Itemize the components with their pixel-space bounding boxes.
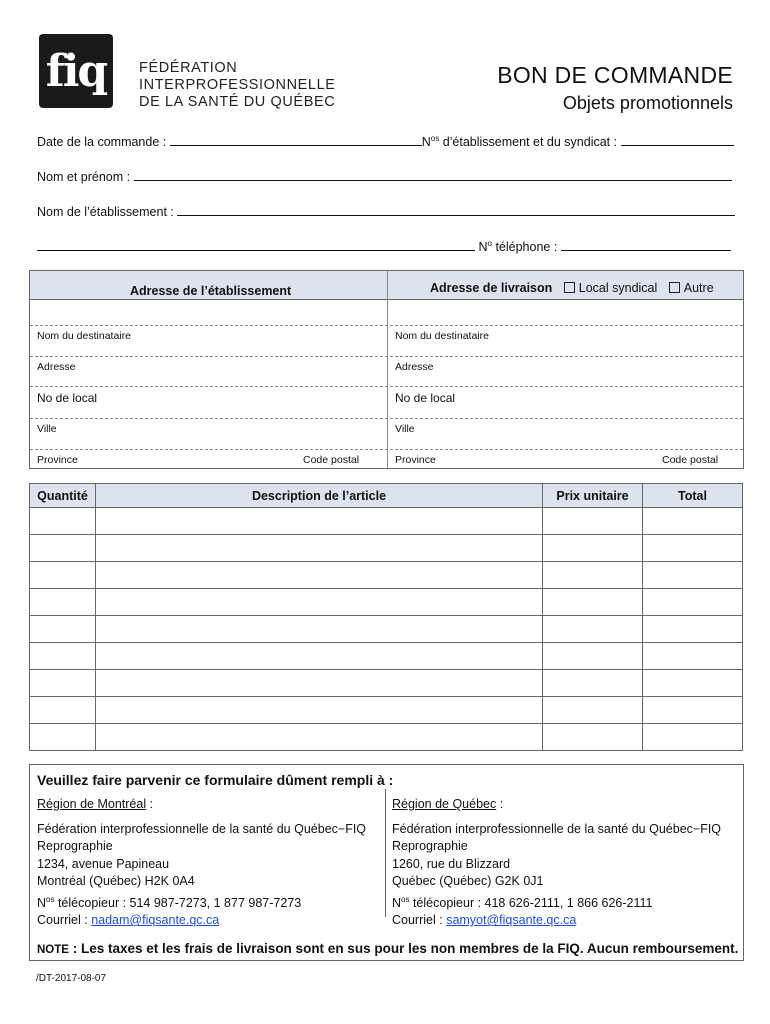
local-syndical-label: Local syndical xyxy=(578,281,658,295)
quantity-cell[interactable] xyxy=(30,589,96,616)
quantity-cell[interactable] xyxy=(30,562,96,589)
autre-label: Autre xyxy=(683,281,714,295)
unit-price-cell[interactable] xyxy=(543,616,643,643)
description-cell[interactable] xyxy=(96,562,543,589)
quebec-fax-sup: os xyxy=(401,894,410,904)
order-date-field[interactable] xyxy=(37,133,734,149)
unit-price-cell[interactable] xyxy=(543,508,643,535)
description-cell[interactable] xyxy=(96,643,543,670)
quantity-cell[interactable] xyxy=(30,508,96,535)
description-cell[interactable] xyxy=(96,697,543,724)
quantity-cell[interactable] xyxy=(30,616,96,643)
montreal-region-line xyxy=(37,796,366,814)
establishment-address-header: Adresse de l’établissement xyxy=(130,284,292,298)
total-cell[interactable] xyxy=(643,589,743,616)
note-label: NOTE xyxy=(37,944,69,956)
logo-text: fiq xyxy=(45,45,107,97)
send-to-heading: Veuillez faire parvenir ce formulaire dûment rempli à : xyxy=(37,772,394,788)
fiq-logo xyxy=(39,34,113,108)
montreal-dept: Reprographie xyxy=(37,839,113,853)
right-local-number[interactable]: No de local xyxy=(395,391,456,405)
etab-number-label: d’établissement et du syndicat : xyxy=(439,135,618,149)
total-cell[interactable] xyxy=(643,535,743,562)
montreal-region: Région de Montréal xyxy=(37,797,147,811)
description-cell[interactable] xyxy=(96,508,543,535)
description-cell[interactable] xyxy=(96,616,543,643)
quantity-cell[interactable] xyxy=(30,724,96,751)
phone-field[interactable] xyxy=(37,238,731,254)
order-date-line[interactable] xyxy=(170,133,422,146)
etab-label-sup: os xyxy=(430,133,440,143)
org-line-3: DE LA SANTÉ DU QUÉBEC xyxy=(139,94,336,110)
right-recipient-name[interactable]: Nom du destinataire xyxy=(395,330,489,342)
quebec-fax xyxy=(392,891,721,913)
autre-checkbox[interactable] xyxy=(669,282,680,293)
table-row xyxy=(30,670,743,697)
document-code: /DT-2017-08-07 xyxy=(36,973,107,984)
establishment-line[interactable] xyxy=(177,203,735,216)
quebec-region: Région de Québec xyxy=(392,797,497,811)
local-syndical-checkbox[interactable] xyxy=(564,282,575,293)
total-cell[interactable] xyxy=(643,508,743,535)
table-row xyxy=(30,508,743,535)
unit-price-cell[interactable] xyxy=(543,589,643,616)
org-line-1: FÉDÉRATION xyxy=(139,60,238,76)
montreal-fax-sup: os xyxy=(46,894,55,904)
left-postal-code[interactable]: Code postal xyxy=(303,454,360,466)
montreal-org: Fédération interprofessionnelle de la santé du Québec−FIQ xyxy=(37,821,367,836)
establishment-label: Nom de l’établissement : xyxy=(37,205,174,219)
address-divider xyxy=(387,271,388,468)
left-address[interactable]: Adresse xyxy=(37,361,76,373)
unit-price-cell[interactable] xyxy=(543,724,643,751)
full-name-field[interactable] xyxy=(37,168,732,184)
quebec-email-link[interactable]: samyot@fiqsante.qc.ca xyxy=(446,913,577,928)
quebec-address xyxy=(392,796,721,930)
establishment-field[interactable] xyxy=(37,203,735,219)
items-table xyxy=(29,483,743,751)
quantity-cell[interactable] xyxy=(30,697,96,724)
table-row xyxy=(30,697,743,724)
left-city[interactable]: Ville xyxy=(37,423,57,435)
note-text: : Les taxes et les frais de livraison sont en sus pour les non membres de la FIQ. Aucun remboursement. xyxy=(68,941,739,956)
table-row xyxy=(30,562,743,589)
address-table xyxy=(29,270,744,469)
quebec-street: 1260, rue du Blizzard xyxy=(392,856,511,871)
left-local-number[interactable]: No de local xyxy=(37,391,98,405)
left-recipient-name[interactable]: Nom du destinataire xyxy=(37,330,131,342)
montreal-email-line xyxy=(37,912,366,930)
address-row-divider xyxy=(30,325,743,326)
description-cell[interactable] xyxy=(96,670,543,697)
montreal-email-link[interactable]: nadam@fiqsante.qc.ca xyxy=(91,913,220,928)
etab-label-n: N xyxy=(421,135,431,149)
document-subtitle: Objets promotionnels xyxy=(562,93,733,113)
address-row-divider xyxy=(30,356,743,357)
right-address[interactable]: Adresse xyxy=(395,361,434,373)
quantity-cell[interactable] xyxy=(30,643,96,670)
quantity-cell[interactable] xyxy=(30,535,96,562)
address-row-divider xyxy=(30,418,743,419)
quebec-email-line xyxy=(392,912,721,930)
description-header: Description de l’article xyxy=(96,484,543,508)
quebec-dept: Reprographie xyxy=(392,839,468,853)
organization-name xyxy=(139,60,336,111)
quebec-region-line xyxy=(392,796,721,814)
table-row xyxy=(30,643,743,670)
send-to-box xyxy=(29,764,744,961)
order-date-label: Date de la commande : xyxy=(37,135,167,149)
extra-line[interactable] xyxy=(37,238,475,251)
montreal-email-label: Courriel : xyxy=(37,913,92,928)
total-cell[interactable] xyxy=(643,616,743,643)
quebec-org: Fédération interprofessionnelle de la santé du Québec−FIQ xyxy=(392,821,722,836)
phone-label: téléphone : xyxy=(491,240,558,254)
total-cell[interactable] xyxy=(643,697,743,724)
montreal-address xyxy=(37,796,366,930)
quantity-header: Quantité xyxy=(30,484,96,508)
unit-price-header: Prix unitaire xyxy=(543,484,643,508)
quebec-fax-n: N xyxy=(392,895,402,910)
items-header-row xyxy=(30,484,743,508)
unit-price-cell[interactable] xyxy=(543,643,643,670)
description-cell[interactable] xyxy=(96,535,543,562)
table-row xyxy=(30,616,743,643)
total-cell[interactable] xyxy=(643,643,743,670)
address-row-divider xyxy=(30,449,743,450)
taxes-note xyxy=(37,941,738,956)
table-row xyxy=(30,724,743,751)
description-cell[interactable] xyxy=(96,589,543,616)
quebec-region-colon: : xyxy=(496,797,504,811)
unit-price-cell[interactable] xyxy=(543,697,643,724)
total-cell[interactable] xyxy=(643,562,743,589)
total-cell[interactable] xyxy=(643,670,743,697)
etab-number-line[interactable] xyxy=(621,133,734,146)
document-title: BON DE COMMANDE xyxy=(497,62,733,88)
montreal-street: 1234, avenue Papineau xyxy=(37,856,170,871)
left-province[interactable]: Province xyxy=(37,454,78,466)
org-line-2: INTERPROFESSIONNELLE xyxy=(139,77,336,93)
right-province[interactable]: Province xyxy=(395,454,436,466)
quebec-city: Québec (Québec) G2K 0J1 xyxy=(392,874,544,888)
right-postal-code[interactable]: Code postal xyxy=(662,454,719,466)
right-city[interactable]: Ville xyxy=(395,423,415,435)
unit-price-cell[interactable] xyxy=(543,535,643,562)
montreal-fax xyxy=(37,891,366,913)
total-cell[interactable] xyxy=(643,724,743,751)
full-name-label: Nom et prénom : xyxy=(37,170,131,184)
montreal-fax-text: télécopieur : 514 987-7273, 1 877 987-7273 xyxy=(54,895,302,910)
delivery-address-header xyxy=(430,281,714,295)
quebec-email-label: Courriel : xyxy=(392,913,447,928)
montreal-city: Montréal (Québec) H2K 0A4 xyxy=(37,874,195,888)
quebec-fax-text: télécopieur : 418 626-2111, 1 866 626-2111 xyxy=(409,895,653,910)
montreal-fax-n: N xyxy=(37,895,47,910)
unit-price-cell[interactable] xyxy=(543,562,643,589)
send-to-divider xyxy=(385,789,386,917)
address-row-divider xyxy=(30,386,743,387)
phone-label-sup: o xyxy=(487,238,492,248)
phone-line[interactable] xyxy=(561,238,731,251)
description-cell[interactable] xyxy=(96,724,543,751)
phone-label-n: N xyxy=(478,240,488,254)
full-name-line[interactable] xyxy=(134,168,732,181)
table-row xyxy=(30,589,743,616)
total-header: Total xyxy=(643,484,743,508)
quantity-cell[interactable] xyxy=(30,670,96,697)
delivery-address-label: Adresse de livraison xyxy=(430,281,553,295)
table-row xyxy=(30,535,743,562)
unit-price-cell[interactable] xyxy=(543,670,643,697)
montreal-region-colon: : xyxy=(146,797,154,811)
